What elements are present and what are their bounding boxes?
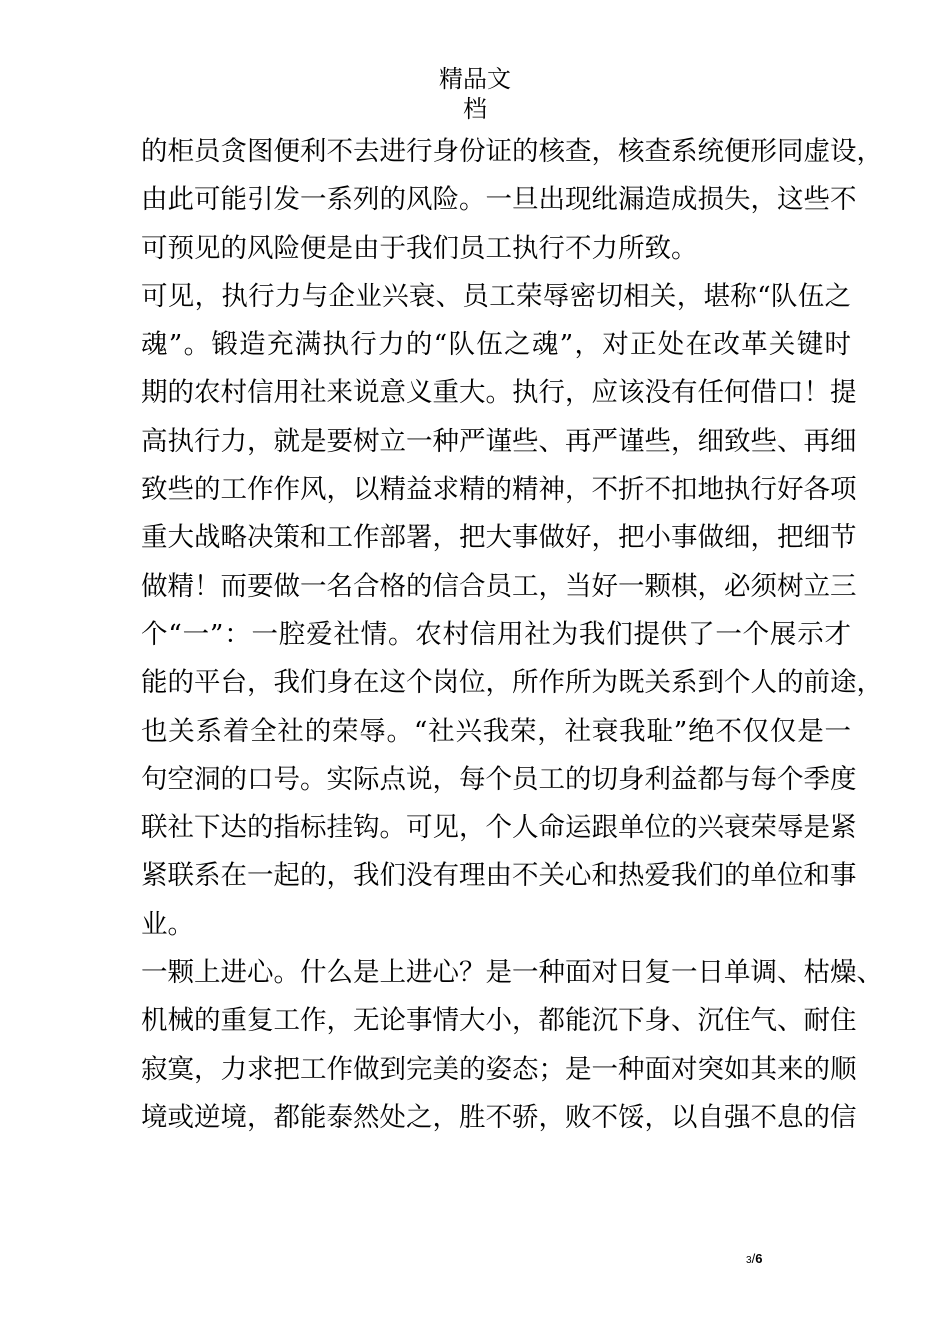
text-line: 做精！而要做一名合格的信合员工，当好一颗棋，必须树立三 <box>141 570 857 602</box>
text-line: 联社下达的指标挂钩。可见，个人命运跟单位的兴衰荣辱是紧 <box>141 812 857 844</box>
header-line-1: 精品文 <box>439 65 511 93</box>
header-line-2: 档 <box>463 95 487 123</box>
text-line: 紧联系在一起的，我们没有理由不关心和热爱我们的单位和事 <box>141 860 857 892</box>
text-line: 魂”。锻造充满执行力的“队伍之魂”，对正处在改革关键时 <box>141 329 851 361</box>
text-line: 高执行力，就是要树立一种严谨些、再严谨些，细致些、再细 <box>141 425 857 457</box>
body-text <box>141 128 883 1142</box>
text-line: 一颗上进心。什么是上进心？是一种面对日复一日单调、枯燥、 <box>141 957 883 989</box>
page-separator: / <box>751 1251 756 1266</box>
page-number <box>746 1251 762 1269</box>
text-line: 能的平台，我们身在这个岗位，所作所为既关系到个人的前途， <box>141 667 883 699</box>
text-line: 重大战略决策和工作部署，把大事做好，把小事做细，把细节 <box>141 522 857 554</box>
text-line: 个“一”：一腔爱社情。农村信用社为我们提供了一个展示才 <box>141 618 851 650</box>
text-line: 由此可能引发一系列的风险。一旦出现纰漏造成损失，这些不 <box>141 184 857 216</box>
text-line: 的柜员贪图便利不去进行身份证的核查，核查系统便形同虚设， <box>141 136 883 167</box>
text-line: 业。 <box>141 908 194 940</box>
text-line: 可预见的风险便是由于我们员工执行不力所致。 <box>141 232 698 264</box>
text-line: 可见，执行力与企业兴衰、员工荣辱密切相关，堪称“队伍之 <box>141 280 851 312</box>
text-line: 也关系着全社的荣辱。“社兴我荣，社衰我耻”绝不仅仅是一 <box>141 715 851 747</box>
page-current: 3 <box>746 1255 752 1266</box>
text-line: 机械的重复工作，无论事情大小，都能沉下身、沉住气、耐住 <box>141 1005 857 1037</box>
text-line: 句空洞的口号。实际点说，每个员工的切身利益都与每个季度 <box>141 763 857 795</box>
text-line: 境或逆境，都能泰然处之，胜不骄，败不馁，以自强不息的信 <box>141 1101 857 1133</box>
text-line: 致些的工作作风，以精益求精的精神，不折不扣地执行好各项 <box>141 474 857 506</box>
text-line: 寂寞，力求把工作做到完美的姿态；是一种面对突如其来的顺 <box>141 1053 857 1085</box>
text-line: 期的农村信用社来说意义重大。执行，应该没有任何借口！提 <box>141 377 857 409</box>
page-total: 6 <box>755 1251 763 1266</box>
document-header <box>0 64 950 124</box>
